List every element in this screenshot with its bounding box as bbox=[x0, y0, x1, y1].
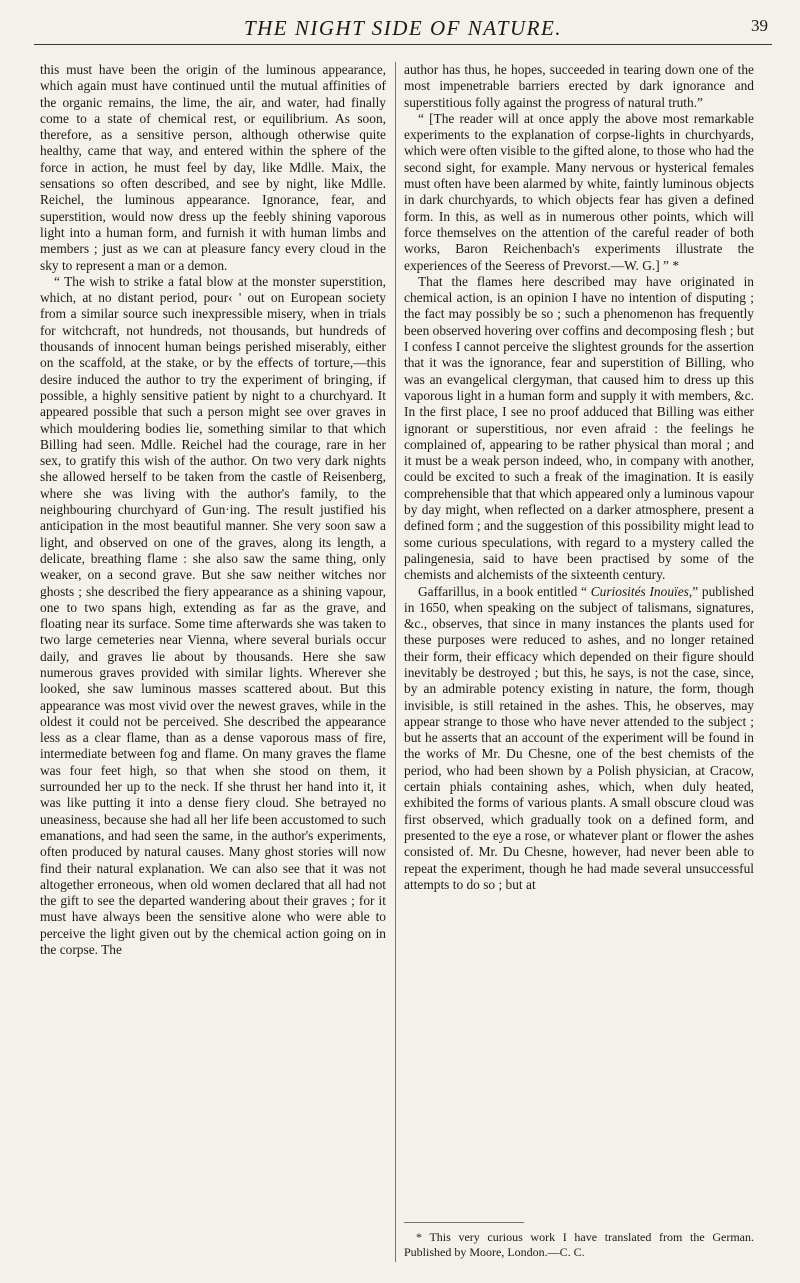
left-paragraph-2: “ The wish to strike a fatal blow at the monster superstition, which, at no distant period, pour‹ ' out on European society from a similar source such inexpressible misery, when in trials for witchcraft, not hundreds, not thousands, but hundreds of thousands of innocent human beings perished miserably, either on the scaffold, at the stake, or by the effects of torture,—this desire induced the author to try the experiment of bringing, if possible, a highly sensitive patient by night to a churchyard. It appeared possible that such a person might see over graves in which mouldering bodies lie, something similar to that which Billing had seen. Mdlle. Reichel had the courage, rare in her sex, to gratify this wish of the author. On two very dark nights she allowed herself to be taken from the castle of Reisenberg, where she was living with the author's family, to the neighbouring churchyard of Gun·ing. The result justified his anticipation in the most beautiful manner. She very soon saw a light, and observed on one of the graves, along its length, a delicate, breathing flame : she also saw the same thing, only weaker, on a second grave. But she saw neither witches nor ghosts ; she described the fiery appearance as a shining vapour, one to two spans high, extending as far as the grave, and floating near its surface. Some time afterwards she was taken to two large cemeteries near Vienna, where several burials occur daily, and graves lie about by thousands. Here she saw numerous graves provided with similar lights. Wherever she looked, she saw luminous masses scattered about. But this appearance was most vivid over the newest graves, while in the oldest it could not be perceived. She described the appearance less as a clear flame, than as a dense vaporous mass of fire, intermediate between fog and flame. On many graves the flame was four feet high, so that when she stood on them, it surrounded her up to the neck. If she thrust her hand into it, it was like putting it into a dense fiery cloud. She betrayed no uneasiness, because she had all her life been accustomed to such emanations, and had seen the same, in the author's experiments, often produced by natural causes. Many ghost stories will now find their natural explanation. We can also see that it was not altogether erroneous, when old women declared that all had not the gift to see the departed wandering about their graves ; for it must have always been the sensitive alone who were able to perceive the light given out by the chemical action going on in the corpse. The bbox=[40, 273, 386, 958]
book-title-italic: Curiosités Inouïes, bbox=[590, 583, 693, 599]
column-divider bbox=[395, 62, 396, 1262]
footnote-rule bbox=[404, 1222, 524, 1223]
right-paragraph-2: “ [The reader will at once apply the above most remarkable experiments to the explanation of corpse-lights in churchyards, which were often visible to the gifted alone, to those who had the second sight, for example. Many nervous or hysterical females must often have been alarmed by white, faintly luminous objects in dark churchyards, to which objects fear has given a defined form. In this, as well as in numerous other points, which will force themselves on the attention of the careful reader of both works, Baron Reichenbach's experiments illustrate the experiences of the Seeress of Prevorst.—W. G.] ” * bbox=[404, 110, 754, 273]
page-header bbox=[34, 14, 772, 45]
left-column bbox=[40, 62, 386, 958]
left-paragraph-1: this must have been the origin of the luminous appearance, which again must have continued until the mutual affinities of the organic remains, the lime, the air, and water, had finally come to a state of chemical rest, or equilibrium. As soon, therefore, as a sensitive person, although otherwise quite healthy, came that way, and entered within the sphere of the force in action, he must feel by day, like Mdlle. Maix, the sensations so often described, and see by night, like Mdlle. Reichel, the luminous appearance. Ignorance, fear, and superstition, would now dress up the feebly shining vaporous light into a human form, and furnish it with human limbs and members ; just as we can at pleasure fancy every cloud in the sky to represent a man or a demon. bbox=[40, 62, 386, 273]
right-paragraph-1: author has thus, he hopes, succeeded in tearing down one of the most impenetrable barriers erected by dark ignorance and superstitious folly against the progress of natural truth.” bbox=[404, 62, 754, 110]
right-paragraph-4 bbox=[404, 584, 754, 894]
p4-start: Gaffarillus, in a book entitled “ bbox=[418, 583, 591, 599]
p4-rest: ” published in 1650, when speaking on the subject of talismans, signatures, &c., observes, that since in many instances the plants used for these purposes were reduced to ashes, and no longer retained their form, their efficacy which depended on their figure should inevitably be destroyed ; but this, he says, is not the case, since, by an admirable potency existing in nature, the form, though invisible, is still retained in the ashes. This, he observes, may appear strange to those who have never attended to the subject ; but he asserts that an account of the experiment will be found in the works of Mr. Du Chesne, one of the best chemists of the period, who had been shown by a Polish physician, at Cracow, certain phials containing ashes, which, when duly heated, exhibited the forms of various plants. A small obscure cloud was first observed, which gradually took on a defined form, and presented to the eye a rose, or whatever plant or flower the ashes consisted of. Mr. Du Chesne, however, had never been able to repeat the experiment, though he had made several unsuccessful attempts to do so ; but at bbox=[404, 583, 754, 892]
right-column bbox=[404, 62, 754, 893]
right-paragraph-3: That the flames here described may have originated in chemical action, is an opinion I have no intention of disputing ; the fact may possibly be so ; such a phenomenon has frequently been observed hovering over coffins and decomposing flesh ; but I confess I cannot perceive the slightest grounds for the assertion that it was the ignorance, fear and superstition of Billing, who was an evangelical clergyman, that caused him to dress up this vaporous light in a human form and supply it with members, &c. In the first place, I see no proof adduced that Billing was either ignorant or superstitious, nor even afraid : the feelings he complained of, appearing to be rather physical than moral ; and it must be a weak person indeed, who, in company with another, could be excited to such a freak of the imagination. It is easily comprehensible that that which appeared only a luminous vapour by day might, when reflected on a darker atmosphere, present a defined form ; and the suggestion of this possibility might lead to some curious speculations, with regard to a mystery called the palingenesia, said to have been practised by some of the chemists and alchemists of the sixteenth century. bbox=[404, 273, 754, 583]
footnote: * This very curious work I have translated from the German. Published by Moore, London.—C. C. bbox=[404, 1230, 754, 1259]
running-title: THE NIGHT SIDE OF NATURE. bbox=[243, 16, 563, 40]
page-number: 39 bbox=[751, 16, 768, 35]
